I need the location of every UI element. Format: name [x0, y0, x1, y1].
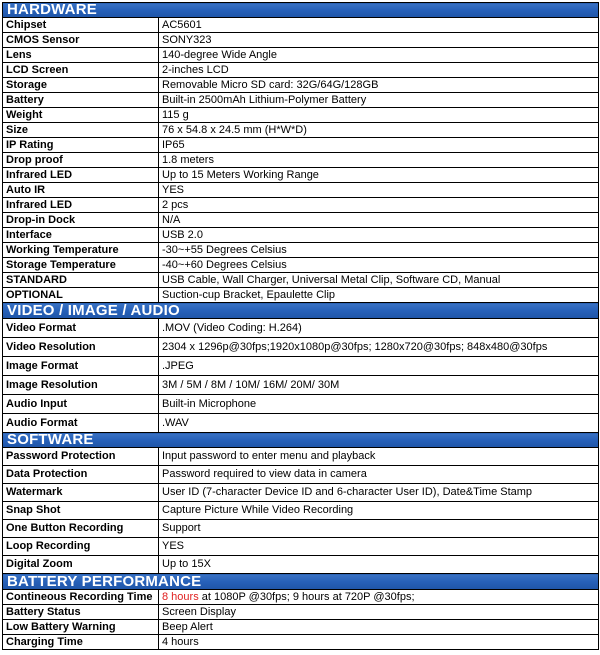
section-header-software [3, 433, 599, 448]
spec-label: Image Resolution [3, 376, 159, 395]
spec-label: LCD Screen [3, 63, 159, 78]
spec-value: 2-inches LCD [159, 63, 599, 78]
spec-row [3, 620, 599, 635]
spec-value: Capture Picture While Video Recording [159, 502, 599, 520]
spec-row [3, 448, 599, 466]
highlight-value: 8 hours [162, 591, 199, 603]
spec-value: IP65 [159, 138, 599, 153]
spec-row [3, 183, 599, 198]
spec-label: Digital Zoom [3, 556, 159, 574]
spec-label: Video Format [3, 319, 159, 338]
spec-value: AC5601 [159, 18, 599, 33]
spec-label: STANDARD [3, 273, 159, 288]
value-remainder: at 1080P @30fps; 9 hours at 720P @30fps; [198, 591, 415, 603]
spec-value: 1.8 meters [159, 153, 599, 168]
spec-value: 140-degree Wide Angle [159, 48, 599, 63]
section-header-battery [3, 574, 599, 590]
spec-row [3, 520, 599, 538]
spec-label: Storage [3, 78, 159, 93]
section-title: HARDWARE [3, 3, 599, 18]
spec-label: IP Rating [3, 138, 159, 153]
spec-row [3, 123, 599, 138]
spec-value: YES [159, 538, 599, 556]
spec-label: Auto IR [3, 183, 159, 198]
spec-label: Working Temperature [3, 243, 159, 258]
spec-sheet-body [3, 3, 599, 650]
spec-label: Loop Recording [3, 538, 159, 556]
spec-label: Snap Shot [3, 502, 159, 520]
spec-value: 2304 x 1296p@30fps;1920x1080p@30fps; 1280x720@30fps; 848x480@30fps [159, 338, 599, 357]
spec-row [3, 338, 599, 357]
spec-row [3, 153, 599, 168]
spec-label: Video Resolution [3, 338, 159, 357]
spec-row [3, 48, 599, 63]
spec-label: Chipset [3, 18, 159, 33]
spec-row [3, 376, 599, 395]
spec-value: Removable Micro SD card: 32G/64G/128GB [159, 78, 599, 93]
spec-label: OPTIONAL [3, 288, 159, 303]
spec-value: .MOV (Video Coding: H.264) [159, 319, 599, 338]
spec-value: Support [159, 520, 599, 538]
section-title: VIDEO / IMAGE / AUDIO [3, 303, 599, 319]
spec-value: -40~+60 Degrees Celsius [159, 258, 599, 273]
spec-label: Watermark [3, 484, 159, 502]
spec-label: Battery Status [3, 605, 159, 620]
spec-label: Audio Input [3, 395, 159, 414]
spec-row [3, 33, 599, 48]
section-header-hardware [3, 3, 599, 18]
spec-label: Low Battery Warning [3, 620, 159, 635]
spec-label: Data Protection [3, 466, 159, 484]
spec-value [159, 590, 599, 605]
spec-row [3, 228, 599, 243]
spec-label: Weight [3, 108, 159, 123]
spec-value: SONY323 [159, 33, 599, 48]
spec-value: Password required to view data in camera [159, 466, 599, 484]
spec-label: Size [3, 123, 159, 138]
spec-row [3, 198, 599, 213]
spec-row [3, 484, 599, 502]
spec-value: USB 2.0 [159, 228, 599, 243]
spec-row [3, 243, 599, 258]
spec-row [3, 635, 599, 650]
spec-row [3, 466, 599, 484]
spec-row [3, 18, 599, 33]
spec-row [3, 319, 599, 338]
spec-value: Up to 15X [159, 556, 599, 574]
spec-row [3, 414, 599, 433]
section-title: BATTERY PERFORMANCE [3, 574, 599, 590]
spec-label: Audio Format [3, 414, 159, 433]
spec-label: Drop proof [3, 153, 159, 168]
spec-value: Screen Display [159, 605, 599, 620]
spec-value: Up to 15 Meters Working Range [159, 168, 599, 183]
spec-row [3, 605, 599, 620]
section-title: SOFTWARE [3, 433, 599, 448]
spec-label: Password Protection [3, 448, 159, 466]
spec-label: Storage Temperature [3, 258, 159, 273]
spec-label: One Button Recording [3, 520, 159, 538]
spec-value: User ID (7-character Device ID and 6-character User ID), Date&Time Stamp [159, 484, 599, 502]
spec-row [3, 502, 599, 520]
spec-sheet-table [2, 2, 599, 650]
spec-value: Built-in 2500mAh Lithium-Polymer Battery [159, 93, 599, 108]
spec-row [3, 395, 599, 414]
spec-row [3, 213, 599, 228]
spec-value: 76 x 54.8 x 24.5 mm (H*W*D) [159, 123, 599, 138]
spec-value: Input password to enter menu and playback [159, 448, 599, 466]
spec-row [3, 357, 599, 376]
spec-row [3, 590, 599, 605]
spec-label: Infrared LED [3, 198, 159, 213]
spec-label: Interface [3, 228, 159, 243]
spec-value: USB Cable, Wall Charger, Universal Metal Clip, Software CD, Manual [159, 273, 599, 288]
spec-value: Beep Alert [159, 620, 599, 635]
spec-row [3, 538, 599, 556]
spec-value: .WAV [159, 414, 599, 433]
spec-label: Battery [3, 93, 159, 108]
spec-value: -30~+55 Degrees Celsius [159, 243, 599, 258]
spec-value: .JPEG [159, 357, 599, 376]
spec-row [3, 288, 599, 303]
spec-value: N/A [159, 213, 599, 228]
spec-label: Drop-in Dock [3, 213, 159, 228]
spec-label: Charging Time [3, 635, 159, 650]
spec-row [3, 138, 599, 153]
spec-value: 4 hours [159, 635, 599, 650]
spec-label: CMOS Sensor [3, 33, 159, 48]
spec-row [3, 168, 599, 183]
spec-label: Infrared LED [3, 168, 159, 183]
spec-value: 2 pcs [159, 198, 599, 213]
spec-row [3, 78, 599, 93]
spec-row [3, 63, 599, 78]
spec-value: Suction-cup Bracket, Epaulette Clip [159, 288, 599, 303]
spec-value: YES [159, 183, 599, 198]
spec-row [3, 93, 599, 108]
spec-value: 3M / 5M / 8M / 10M/ 16M/ 20M/ 30M [159, 376, 599, 395]
spec-label: Image Format [3, 357, 159, 376]
spec-row [3, 273, 599, 288]
spec-row [3, 556, 599, 574]
spec-label: Contineous Recording Time [3, 590, 159, 605]
section-header-video [3, 303, 599, 319]
spec-value: 115 g [159, 108, 599, 123]
spec-label: Lens [3, 48, 159, 63]
spec-row [3, 258, 599, 273]
spec-value: Built-in Microphone [159, 395, 599, 414]
spec-row [3, 108, 599, 123]
